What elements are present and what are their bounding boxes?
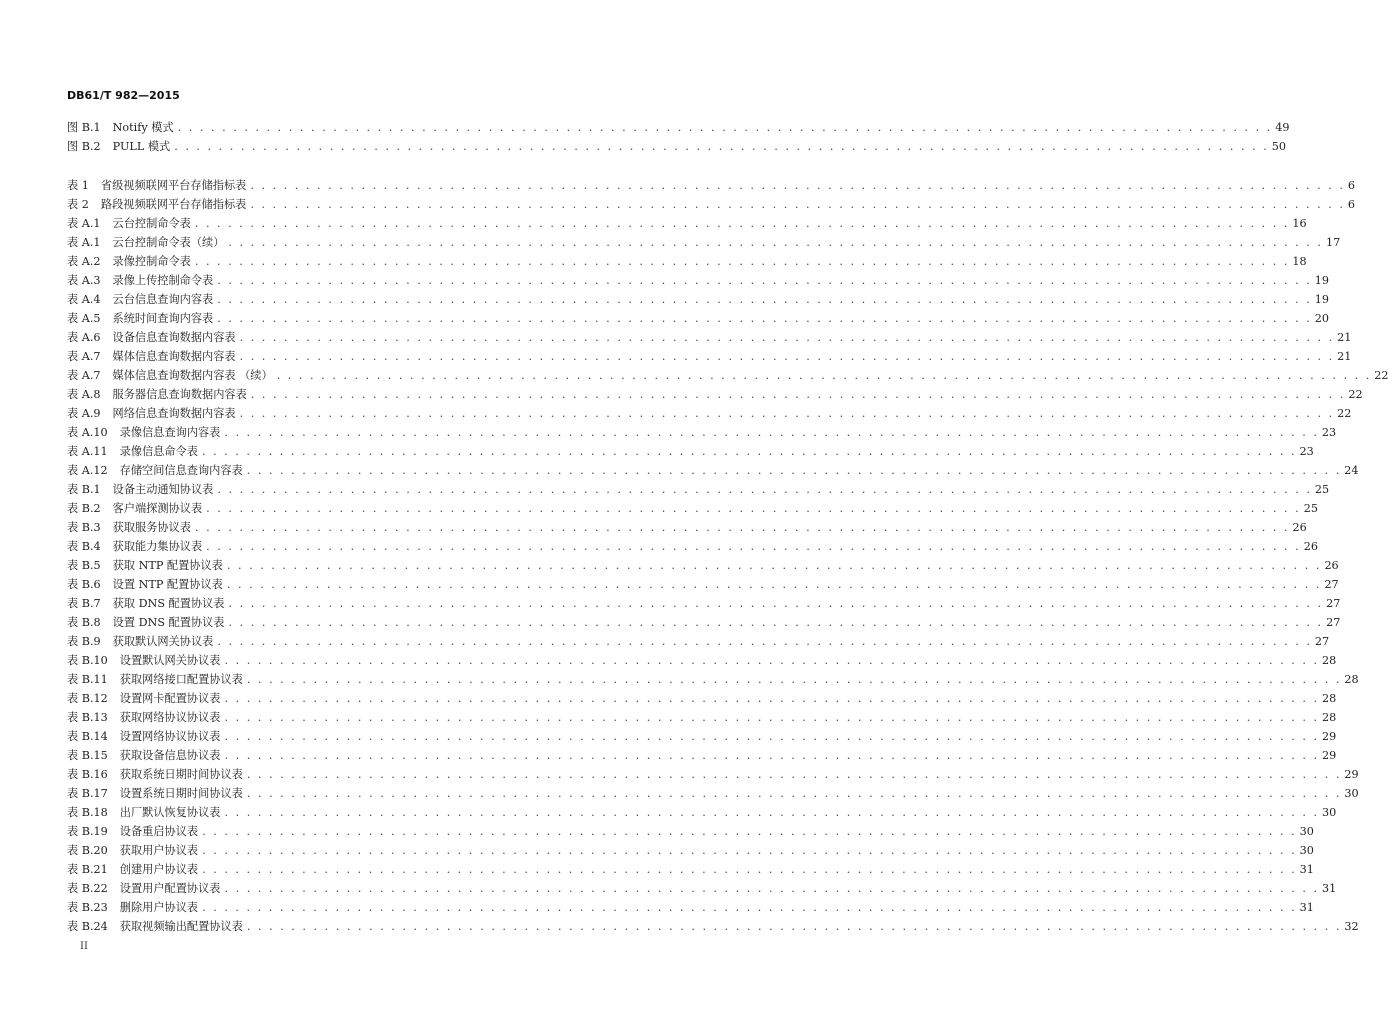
table-title: 获取能力集协议表 [112, 540, 203, 553]
figure-number: 图 B.1 [67, 121, 101, 134]
table-number: 表 B.10 [67, 654, 108, 667]
table-entry[interactable] [67, 898, 1314, 917]
table-number: 表 A.7 [67, 350, 101, 363]
table-title: 录像控制命令表 [112, 255, 191, 268]
table-entry[interactable] [67, 765, 1359, 784]
table-title: 获取网络协议协议表 [119, 711, 221, 724]
table-page-number: 30 [1299, 844, 1314, 857]
table-title: 设置网络协议协议表 [119, 730, 221, 743]
dot-leader: . . . . . . . . . . . . . . . . . . . . . . . . . . . . . . . . . . . . . . . . . . . . . . . . . . . . . . . . . . . . . . . . . . . . . . . . . . . . . . . . . . . . . . . . . . . . . . . . . . . [201, 445, 1297, 458]
table-title: 设置 NTP 配置协议表 [112, 578, 223, 591]
table-number: 表 B.3 [67, 521, 101, 534]
table-entry[interactable] [67, 518, 1307, 537]
figure-entry[interactable] [67, 118, 1290, 137]
dot-leader: . . . . . . . . . . . . . . . . . . . . . . . . . . . . . . . . . . . . . . . . . . . . . . . . . . . . . . . . . . . . . . . . . . . . . . . . . . . . . . . . . . . . . . . . . . . . . . . . . . . [202, 901, 1297, 914]
dot-leader: . . . . . . . . . . . . . . . . . . . . . . . . . . . . . . . . . . . . . . . . . . . . . . . . . . . . . . . . . . . . . . . . . . . . . . . . . . . . . . . . . . . . . . . . . . . . . . . . . . . [177, 121, 1273, 134]
table-title: 省级视频联网平台存储指标表 [100, 179, 247, 192]
table-entry[interactable] [67, 556, 1339, 575]
table-title: 设备主动通知协议表 [112, 483, 214, 496]
table-page-number: 27 [1326, 597, 1341, 610]
table-entry[interactable] [67, 632, 1330, 651]
table-entry[interactable] [67, 575, 1339, 594]
table-entry[interactable] [67, 404, 1352, 423]
table-number: 表 A.11 [67, 445, 108, 458]
table-page-number: 17 [1325, 236, 1341, 249]
table-entry[interactable] [67, 841, 1314, 860]
table-number: 表 B.14 [67, 730, 108, 743]
table-page-number: 31 [1299, 901, 1314, 914]
table-number: 表 A.6 [67, 331, 101, 344]
table-page-number: 27 [1324, 578, 1339, 591]
dot-leader: . . . . . . . . . . . . . . . . . . . . . . . . . . . . . . . . . . . . . . . . . . . . . . . . . . . . . . . . . . . . . . . . . . . . . . . . . . . . . . . . . . . . . . . . . . . . . . . . . . . [224, 730, 1320, 743]
table-title: 服务器信息查询数据内容表 [112, 388, 247, 401]
dot-leader: . . . . . . . . . . . . . . . . . . . . . . . . . . . . . . . . . . . . . . . . . . . . . . . . . . . . . . . . . . . . . . . . . . . . . . . . . . . . . . . . . . . . . . . . . . . . . . . . . . . [206, 502, 1301, 515]
table-title: 创建用户协议表 [119, 863, 199, 876]
table-entry[interactable] [67, 290, 1330, 309]
table-page-number: 29 [1344, 768, 1359, 781]
dot-leader: . . . . . . . . . . . . . . . . . . . . . . . . . . . . . . . . . . . . . . . . . . . . . . . . . . . . . . . . . . . . . . . . . . . . . . . . . . . . . . . . . . . . . . . . . . . . . . . . . . . [217, 293, 1312, 306]
dot-leader: . . . . . . . . . . . . . . . . . . . . . . . . . . . . . . . . . . . . . . . . . . . . . . . . . . . . . . . . . . . . . . . . . . . . . . . . . . . . . . . . . . . . . . . . . . . . . . . . . . . [239, 407, 1335, 420]
table-entry[interactable] [67, 195, 1356, 214]
table-title: 获取默认网关协议表 [112, 635, 214, 648]
table-page-number: 28 [1322, 654, 1337, 667]
table-number: 表 A.9 [67, 407, 101, 420]
table-page-number: 22 [1348, 388, 1363, 401]
table-page-number: 26 [1292, 521, 1307, 534]
table-page-number: 23 [1299, 445, 1314, 458]
table-page-number: 27 [1314, 635, 1330, 648]
table-entry[interactable] [67, 423, 1337, 442]
table-entry[interactable] [67, 708, 1337, 727]
table-number: 表 B.20 [67, 844, 108, 857]
table-number: 表 B.5 [67, 559, 101, 572]
table-number: 表 B.9 [67, 635, 101, 648]
figure-page-number: 50 [1271, 140, 1287, 153]
table-number: 表 B.22 [67, 882, 108, 895]
dot-leader: . . . . . . . . . . . . . . . . . . . . . . . . . . . . . . . . . . . . . . . . . . . . . . . . . . . . . . . . . . . . . . . . . . . . . . . . . . . . . . . . . . . . . . . . . . . . . . . . . . . [202, 825, 1297, 838]
dot-leader: . . . . . . . . . . . . . . . . . . . . . . . . . . . . . . . . . . . . . . . . . . . . . . . . . . . . . . . . . . . . . . . . . . . . . . . . . . . . . . . . . . . . . . . . . . . . . . . . . . . [226, 578, 1322, 591]
table-number: 表 B.4 [67, 540, 101, 553]
table-number: 表 A.8 [67, 388, 101, 401]
figure-entry[interactable] [67, 137, 1287, 156]
table-page-number: 30 [1322, 806, 1337, 819]
dot-leader: . . . . . . . . . . . . . . . . . . . . . . . . . . . . . . . . . . . . . . . . . . . . . . . . . . . . . . . . . . . . . . . . . . . . . . . . . . . . . . . . . . . . . . . . . . . . . . . . . . . [224, 882, 1320, 895]
dot-leader: . . . . . . . . . . . . . . . . . . . . . . . . . . . . . . . . . . . . . . . . . . . . . . . . . . . . . . . . . . . . . . . . . . . . . . . . . . . . . . . . . . . . . . . . . . . . . . . . . . . [217, 312, 1312, 325]
dot-leader: . . . . . . . . . . . . . . . . . . . . . . . . . . . . . . . . . . . . . . . . . . . . . . . . . . . . . . . . . . . . . . . . . . . . . . . . . . . . . . . . . . . . . . . . . . . . . . . . . . . [246, 464, 1342, 477]
table-page-number: 21 [1337, 350, 1352, 363]
table-title: 设置 DNS 配置协议表 [112, 616, 225, 629]
table-entry[interactable] [67, 309, 1330, 328]
dot-leader: . . . . . . . . . . . . . . . . . . . . . . . . . . . . . . . . . . . . . . . . . . . . . . . . . . . . . . . . . . . . . . . . . . . . . . . . . . . . . . . . . . . . . . . . . . . . . . . . . . . [226, 559, 1322, 572]
table-title: 网络信息查询数据内容表 [112, 407, 236, 420]
table-number: 表 2 [67, 198, 89, 211]
table-page-number: 6 [1347, 198, 1356, 211]
table-title: 获取 NTP 配置协议表 [112, 559, 223, 572]
table-number: 表 A.1 [67, 236, 101, 249]
table-number: 表 A.1 [67, 217, 101, 230]
table-page-number: 28 [1322, 711, 1337, 724]
table-title: 获取服务协议表 [112, 521, 191, 534]
table-entry[interactable] [67, 366, 1389, 385]
table-entry[interactable] [67, 746, 1337, 765]
dot-leader: . . . . . . . . . . . . . . . . . . . . . . . . . . . . . . . . . . . . . . . . . . . . . . . . . . . . . . . . . . . . . . . . . . . . . . . . . . . . . . . . . . . . . . . . . . . . . . . . . . . [250, 179, 1345, 192]
table-title: 获取视频输出配置协议表 [119, 920, 243, 933]
table-number: 表 A.12 [67, 464, 108, 477]
table-number: 表 B.8 [67, 616, 101, 629]
dot-leader: . . . . . . . . . . . . . . . . . . . . . . . . . . . . . . . . . . . . . . . . . . . . . . . . . . . . . . . . . . . . . . . . . . . . . . . . . . . . . . . . . . . . . . . . . . . . . . . . . . . [224, 426, 1319, 439]
figure-list [67, 118, 1290, 156]
dot-leader: . . . . . . . . . . . . . . . . . . . . . . . . . . . . . . . . . . . . . . . . . . . . . . . . . . . . . . . . . . . . . . . . . . . . . . . . . . . . . . . . . . . . . . . . . . . . . . . . . . . [202, 863, 1297, 876]
table-title: 客户端探测协议表 [112, 502, 203, 515]
table-page-number: 16 [1292, 217, 1307, 230]
table-number: 表 B.1 [67, 483, 101, 496]
dot-leader: . . . . . . . . . . . . . . . . . . . . . . . . . . . . . . . . . . . . . . . . . . . . . . . . . . . . . . . . . . . . . . . . . . . . . . . . . . . . . . . . . . . . . . . . . . . . . . . . . . . [224, 692, 1320, 705]
table-page-number: 26 [1303, 540, 1318, 553]
table-title: 获取系统日期时间协议表 [119, 768, 243, 781]
dot-leader: . . . . . . . . . . . . . . . . . . . . . . . . . . . . . . . . . . . . . . . . . . . . . . . . . . . . . . . . . . . . . . . . . . . . . . . . . . . . . . . . . . . . . . . . . . . . . . . . . . . [246, 673, 1342, 686]
table-title: 媒体信息查询数据内容表 （续） [112, 369, 273, 382]
table-page-number: 32 [1344, 920, 1359, 933]
table-entry[interactable] [67, 822, 1314, 841]
dot-leader: . . . . . . . . . . . . . . . . . . . . . . . . . . . . . . . . . . . . . . . . . . . . . . . . . . . . . . . . . . . . . . . . . . . . . . . . . . . . . . . . . . . . . . . . . . . . . . . . . . . [228, 616, 1324, 629]
table-number: 表 B.15 [67, 749, 108, 762]
table-entry[interactable] [67, 917, 1359, 936]
table-number: 表 B.12 [67, 692, 108, 705]
dot-leader: . . . . . . . . . . . . . . . . . . . . . . . . . . . . . . . . . . . . . . . . . . . . . . . . . . . . . . . . . . . . . . . . . . . . . . . . . . . . . . . . . . . . . . . . . . . . . . . . . . . [202, 844, 1297, 857]
dot-leader: . . . . . . . . . . . . . . . . . . . . . . . . . . . . . . . . . . . . . . . . . . . . . . . . . . . . . . . . . . . . . . . . . . . . . . . . . . . . . . . . . . . . . . . . . . . . . . . . . . . [174, 140, 1269, 153]
table-page-number: 30 [1299, 825, 1314, 838]
table-page-number: 18 [1292, 255, 1307, 268]
table-title: 系统时间查询内容表 [112, 312, 214, 325]
table-entry[interactable] [67, 727, 1337, 746]
table-page-number: 20 [1314, 312, 1330, 325]
table-page-number: 27 [1326, 616, 1341, 629]
table-entry[interactable] [67, 385, 1363, 404]
table-number: 表 B.24 [67, 920, 108, 933]
table-number: 表 A.5 [67, 312, 101, 325]
table-number: 表 B.16 [67, 768, 108, 781]
document-code: DB61/T 982—2015 [67, 89, 180, 102]
table-number: 表 B.2 [67, 502, 101, 515]
table-title: 录像上传控制命令表 [112, 274, 214, 287]
table-number: 表 A.4 [67, 293, 101, 306]
table-number: 表 B.17 [67, 787, 108, 800]
table-page-number: 30 [1344, 787, 1359, 800]
table-page-number: 6 [1347, 179, 1356, 192]
figure-title: Notify 模式 [112, 121, 174, 134]
table-title: 设置系统日期时间协议表 [119, 787, 243, 800]
table-number: 表 B.7 [67, 597, 101, 610]
table-number: 表 A.7 [67, 369, 101, 382]
table-title: 获取网络接口配置协议表 [119, 673, 243, 686]
dot-leader: . . . . . . . . . . . . . . . . . . . . . . . . . . . . . . . . . . . . . . . . . . . . . . . . . . . . . . . . . . . . . . . . . . . . . . . . . . . . . . . . . . . . . . . . . . . . . . . . . . . [239, 331, 1335, 344]
page-number: II [80, 941, 88, 952]
dot-leader: . . . . . . . . . . . . . . . . . . . . . . . . . . . . . . . . . . . . . . . . . . . . . . . . . . . . . . . . . . . . . . . . . . . . . . . . . . . . . . . . . . . . . . . . . . . . . . . . . . . [246, 920, 1342, 933]
dot-leader: . . . . . . . . . . . . . . . . . . . . . . . . . . . . . . . . . . . . . . . . . . . . . . . . . . . . . . . . . . . . . . . . . . . . . . . . . . . . . . . . . . . . . . . . . . . . . . . . . . . [217, 483, 1312, 496]
table-title: 设置用户配置协议表 [119, 882, 221, 895]
figure-page-number: 49 [1275, 121, 1290, 134]
table-entry[interactable] [67, 328, 1352, 347]
dot-leader: . . . . . . . . . . . . . . . . . . . . . . . . . . . . . . . . . . . . . . . . . . . . . . . . . . . . . . . . . . . . . . . . . . . . . . . . . . . . . . . . . . . . . . . . . . . . . . . . . . . [224, 711, 1320, 724]
table-page-number: 19 [1314, 293, 1330, 306]
table-page-number: 29 [1322, 730, 1337, 743]
dot-leader: . . . . . . . . . . . . . . . . . . . . . . . . . . . . . . . . . . . . . . . . . . . . . . . . . . . . . . . . . . . . . . . . . . . . . . . . . . . . . . . . . . . . . . . . . . . . . . . . . . . [194, 521, 1290, 534]
table-number: 表 B.23 [67, 901, 108, 914]
table-number: 表 B.21 [67, 863, 108, 876]
dot-leader: . . . . . . . . . . . . . . . . . . . . . . . . . . . . . . . . . . . . . . . . . . . . . . . . . . . . . . . . . . . . . . . . . . . . . . . . . . . . . . . . . . . . . . . . . . . . . . . . . . . [194, 255, 1290, 268]
dot-leader: . . . . . . . . . . . . . . . . . . . . . . . . . . . . . . . . . . . . . . . . . . . . . . . . . . . . . . . . . . . . . . . . . . . . . . . . . . . . . . . . . . . . . . . . . . . . . . . . . . . [224, 654, 1320, 667]
table-title: 存储空间信息查询内容表 [119, 464, 243, 477]
table-number: 表 B.11 [67, 673, 108, 686]
table-page-number: 31 [1322, 882, 1337, 895]
table-title: 云台信息查询内容表 [112, 293, 214, 306]
dot-leader: . . . . . . . . . . . . . . . . . . . . . . . . . . . . . . . . . . . . . . . . . . . . . . . . . . . . . . . . . . . . . . . . . . . . . . . . . . . . . . . . . . . . . . . . . . . . . . . . . . . [217, 635, 1312, 648]
table-entry[interactable] [67, 461, 1359, 480]
dot-leader: . . . . . . . . . . . . . . . . . . . . . . . . . . . . . . . . . . . . . . . . . . . . . . . . . . . . . . . . . . . . . . . . . . . . . . . . . . . . . . . . . . . . . . . . . . . . . . . . . . . [250, 388, 1346, 401]
table-page-number: 22 [1374, 369, 1389, 382]
table-entry[interactable] [67, 689, 1337, 708]
table-entry[interactable] [67, 670, 1359, 689]
table-title: 删除用户协议表 [119, 901, 199, 914]
table-page-number: 29 [1322, 749, 1337, 762]
table-page-number: 25 [1303, 502, 1318, 515]
table-page-number: 22 [1337, 407, 1352, 420]
table-title: 获取 DNS 配置协议表 [112, 597, 225, 610]
dot-leader: . . . . . . . . . . . . . . . . . . . . . . . . . . . . . . . . . . . . . . . . . . . . . . . . . . . . . . . . . . . . . . . . . . . . . . . . . . . . . . . . . . . . . . . . . . . . . . . . . . . [224, 806, 1320, 819]
table-entry[interactable] [67, 537, 1318, 556]
table-entry[interactable] [67, 176, 1356, 195]
figure-number: 图 B.2 [67, 140, 101, 153]
dot-leader: . . . . . . . . . . . . . . . . . . . . . . . . . . . . . . . . . . . . . . . . . . . . . . . . . . . . . . . . . . . . . . . . . . . . . . . . . . . . . . . . . . . . . . . . . . . . . . . . . . . [228, 597, 1324, 610]
table-number: 表 1 [67, 179, 89, 192]
table-list [67, 176, 1389, 936]
table-entry[interactable] [67, 879, 1337, 898]
dot-leader: . . . . . . . . . . . . . . . . . . . . . . . . . . . . . . . . . . . . . . . . . . . . . . . . . . . . . . . . . . . . . . . . . . . . . . . . . . . . . . . . . . . . . . . . . . . . . . . . . . . [246, 768, 1342, 781]
table-entry[interactable] [67, 784, 1359, 803]
table-entry[interactable] [67, 499, 1318, 518]
table-title: 获取用户协议表 [119, 844, 199, 857]
dot-leader: . . . . . . . . . . . . . . . . . . . . . . . . . . . . . . . . . . . . . . . . . . . . . . . . . . . . . . . . . . . . . . . . . . . . . . . . . . . . . . . . . . . . . . . . . . . . . . . . . . . [276, 369, 1372, 382]
table-title: 设置网卡配置协议表 [119, 692, 221, 705]
table-entry[interactable] [67, 613, 1341, 632]
table-title: 路段视频联网平台存储指标表 [100, 198, 247, 211]
table-title: 云台控制命令表 [112, 217, 191, 230]
table-entry[interactable] [67, 214, 1307, 233]
table-entry[interactable] [67, 271, 1330, 290]
dot-leader: . . . . . . . . . . . . . . . . . . . . . . . . . . . . . . . . . . . . . . . . . . . . . . . . . . . . . . . . . . . . . . . . . . . . . . . . . . . . . . . . . . . . . . . . . . . . . . . . . . . [217, 274, 1312, 287]
table-number: 表 B.13 [67, 711, 108, 724]
table-page-number: 23 [1321, 426, 1337, 439]
table-entry[interactable] [67, 860, 1314, 879]
table-title: 设备重启协议表 [119, 825, 199, 838]
table-title: 获取设备信息协议表 [119, 749, 221, 762]
table-page-number: 19 [1314, 274, 1330, 287]
table-title: 录像信息命令表 [119, 445, 198, 458]
table-entry[interactable] [67, 480, 1330, 499]
table-page-number: 26 [1324, 559, 1339, 572]
table-entry[interactable] [67, 252, 1307, 271]
table-number: 表 A.2 [67, 255, 101, 268]
table-entry[interactable] [67, 594, 1341, 613]
table-title: 设备信息查询数据内容表 [112, 331, 236, 344]
table-number: 表 B.19 [67, 825, 108, 838]
table-page-number: 28 [1344, 673, 1359, 686]
dot-leader: . . . . . . . . . . . . . . . . . . . . . . . . . . . . . . . . . . . . . . . . . . . . . . . . . . . . . . . . . . . . . . . . . . . . . . . . . . . . . . . . . . . . . . . . . . . . . . . . . . . [239, 350, 1335, 363]
table-entry[interactable] [67, 651, 1337, 670]
dot-leader: . . . . . . . . . . . . . . . . . . . . . . . . . . . . . . . . . . . . . . . . . . . . . . . . . . . . . . . . . . . . . . . . . . . . . . . . . . . . . . . . . . . . . . . . . . . . . . . . . . . [224, 749, 1320, 762]
dot-leader: . . . . . . . . . . . . . . . . . . . . . . . . . . . . . . . . . . . . . . . . . . . . . . . . . . . . . . . . . . . . . . . . . . . . . . . . . . . . . . . . . . . . . . . . . . . . . . . . . . . [246, 787, 1342, 800]
table-entry[interactable] [67, 347, 1352, 366]
table-number: 表 A.3 [67, 274, 101, 287]
dot-leader: . . . . . . . . . . . . . . . . . . . . . . . . . . . . . . . . . . . . . . . . . . . . . . . . . . . . . . . . . . . . . . . . . . . . . . . . . . . . . . . . . . . . . . . . . . . . . . . . . . . [228, 236, 1323, 249]
table-page-number: 25 [1314, 483, 1330, 496]
table-title: 设置默认网关协议表 [119, 654, 221, 667]
dot-leader: . . . . . . . . . . . . . . . . . . . . . . . . . . . . . . . . . . . . . . . . . . . . . . . . . . . . . . . . . . . . . . . . . . . . . . . . . . . . . . . . . . . . . . . . . . . . . . . . . . . [194, 217, 1290, 230]
table-page-number: 28 [1322, 692, 1337, 705]
table-title: 媒体信息查询数据内容表 [112, 350, 236, 363]
table-number: 表 A.10 [67, 426, 108, 439]
dot-leader: . . . . . . . . . . . . . . . . . . . . . . . . . . . . . . . . . . . . . . . . . . . . . . . . . . . . . . . . . . . . . . . . . . . . . . . . . . . . . . . . . . . . . . . . . . . . . . . . . . . [206, 540, 1301, 553]
table-entry[interactable] [67, 803, 1337, 822]
table-title: 云台控制命令表（续） [112, 236, 225, 249]
table-title: 录像信息查询内容表 [119, 426, 221, 439]
dot-leader: . . . . . . . . . . . . . . . . . . . . . . . . . . . . . . . . . . . . . . . . . . . . . . . . . . . . . . . . . . . . . . . . . . . . . . . . . . . . . . . . . . . . . . . . . . . . . . . . . . . [250, 198, 1345, 211]
table-number: 表 B.6 [67, 578, 101, 591]
table-entry[interactable] [67, 442, 1314, 461]
table-page-number: 24 [1344, 464, 1359, 477]
table-page-number: 21 [1337, 331, 1352, 344]
figure-title: PULL 模式 [112, 140, 171, 153]
table-title: 出厂默认恢复协议表 [119, 806, 221, 819]
table-number: 表 B.18 [67, 806, 108, 819]
table-entry[interactable] [67, 233, 1341, 252]
table-page-number: 31 [1299, 863, 1314, 876]
